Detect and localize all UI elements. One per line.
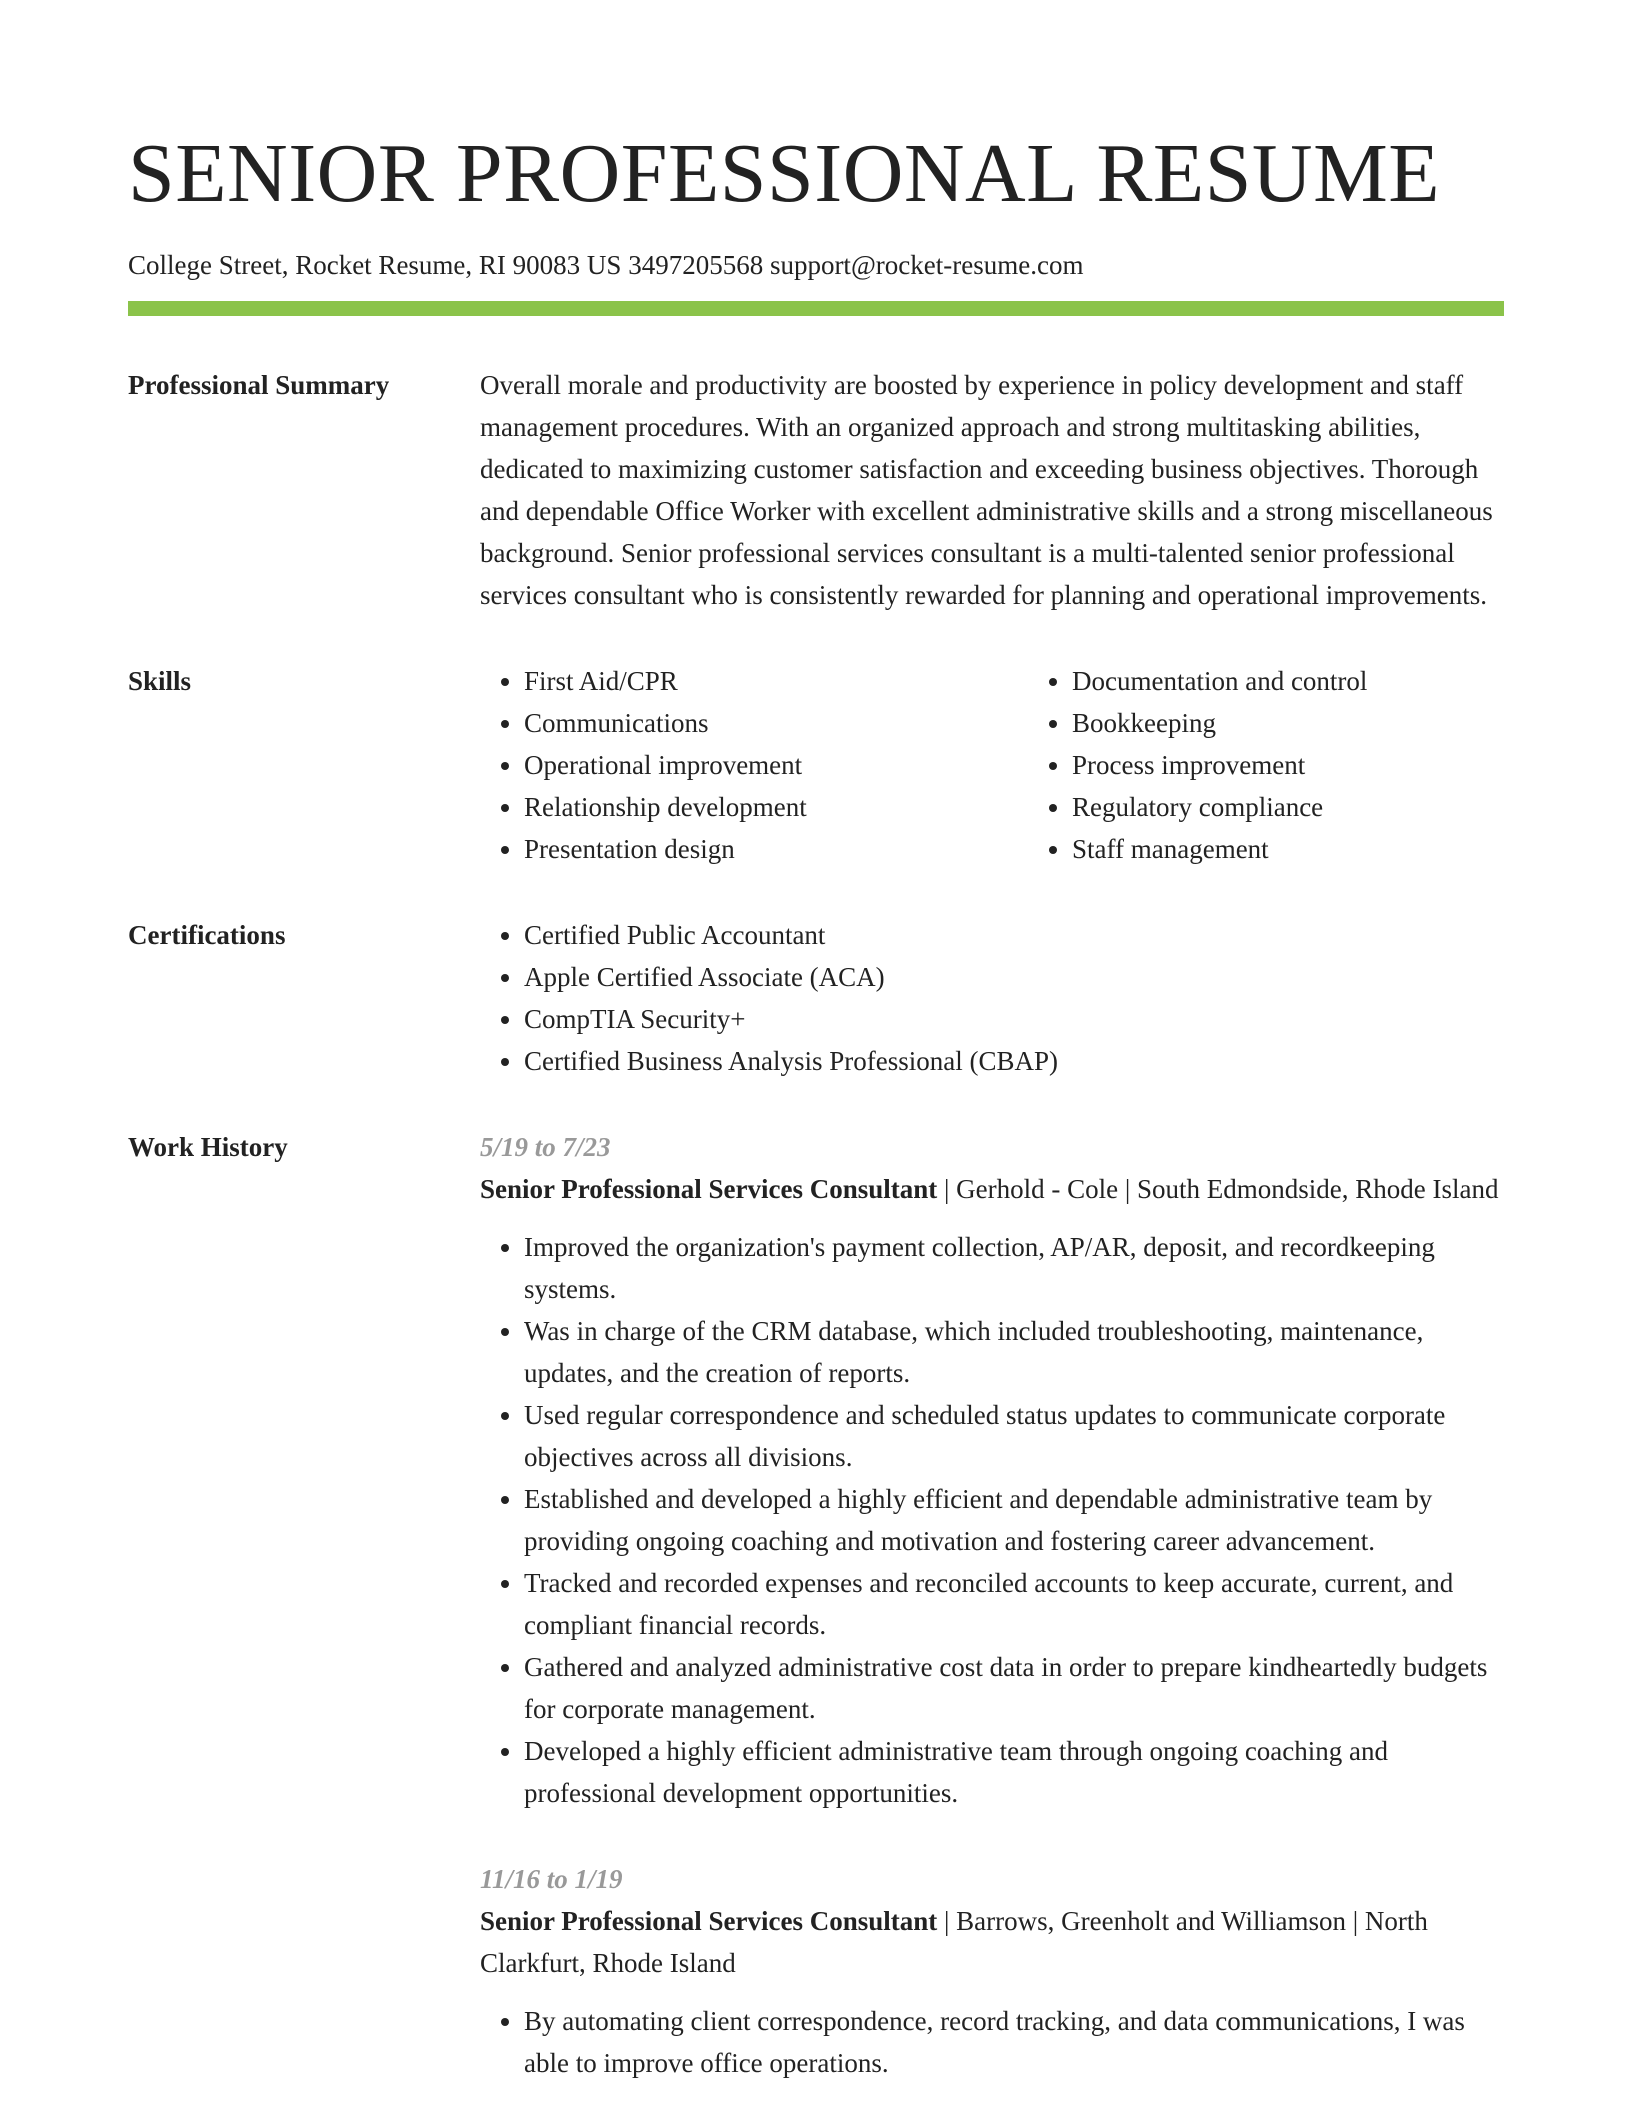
job-bullets: [480, 1226, 1504, 1814]
certifications-label: Certifications: [128, 920, 286, 951]
certification-item: • CompTIA Security+: [524, 998, 1504, 1040]
resume-title: SENIOR PROFESSIONAL RESUME: [128, 127, 1441, 220]
job-bullet: • Developed a highly efficient administrative team through ongoing coaching and professional development opportunities.: [524, 1730, 1504, 1814]
work-history-label: Work History: [128, 1132, 288, 1163]
certification-item: • Certified Public Accountant: [524, 914, 1504, 956]
job-dates: 11/16 to 1/19: [480, 1864, 623, 1895]
job-bullet: • Was in charge of the CRM database, which included troubleshooting, maintenance, updates, and the creation of reports.: [524, 1310, 1504, 1394]
work-history-body: [480, 1126, 1504, 2084]
skills-grid: [480, 660, 1504, 870]
skill-item: • Bookkeeping: [1072, 702, 1576, 744]
summary-text: Overall morale and productivity are boosted by experience in policy development and staff management procedures. With an organized approach and strong multitasking abilities, dedicated to maximizing customer satisfaction and exceeding business objectives. Thorough and dependable Office Worker with excellent administrative skills and a strong miscellaneous background. Senior professional services consultant is a multi-talented senior professional services consultant who is consistently rewarded for planning and operational improvements.: [480, 370, 1493, 611]
job-role: Senior Professional Services Consultant: [480, 1174, 938, 1205]
certifications-list: [480, 914, 1504, 1082]
job-dates: 5/19 to 7/23: [480, 1132, 611, 1163]
skills-section: [128, 660, 1504, 870]
certifications-body: [480, 914, 1504, 1082]
job-entry: [480, 1126, 1504, 1814]
job-bullets: [480, 2000, 1504, 2084]
job-details: | Gerhold - Cole | South Edmondside, Rhode Island: [937, 1174, 1499, 1205]
job-bullet: • Tracked and recorded expenses and reconciled accounts to keep accurate, current, and compliant financial records.: [524, 1562, 1504, 1646]
skill-item: • First Aid/CPR: [524, 660, 1028, 702]
job-title-line: [480, 1168, 1504, 1210]
skills-body: [480, 660, 1504, 870]
skills-list-left: [480, 660, 1028, 870]
contact-phone: 3497205568: [628, 250, 764, 280]
contact-email: support@rocket-resume.com: [769, 250, 1084, 280]
job-entry: [480, 1858, 1504, 2084]
certification-item: • Apple Certified Associate (ACA): [524, 956, 1504, 998]
contact-address: College Street, Rocket Resume, RI 90083 US: [128, 250, 622, 280]
skill-item: • Presentation design: [524, 828, 1028, 870]
skill-item: • Communications: [524, 702, 1028, 744]
job-bullet: • Used regular correspondence and scheduled status updates to communicate corporate objectives across all divisions.: [524, 1394, 1504, 1478]
certifications-section: [128, 914, 1504, 1082]
job-bullet: • Improved the organization's payment collection, AP/AR, deposit, and recordkeeping systems.: [524, 1226, 1504, 1310]
job-bullet: • By automating client correspondence, record tracking, and data communications, I was able to improve office operations.: [524, 2000, 1504, 2084]
skill-item: • Operational improvement: [524, 744, 1028, 786]
job-title-line: [480, 1900, 1504, 1984]
summary-body: [480, 364, 1504, 616]
contact-line: [128, 248, 1504, 283]
summary-section: [128, 364, 1504, 616]
job-details: | Barrows, Greenholt and Williamson | North Clarkfurt, Rhode Island: [480, 1906, 1428, 1979]
skill-item: • Process improvement: [1072, 744, 1576, 786]
certification-item: • Certified Business Analysis Professional (CBAP): [524, 1040, 1504, 1082]
job-role: Senior Professional Services Consultant: [480, 1906, 938, 1937]
skill-item: • Staff management: [1072, 828, 1576, 870]
skill-item: • Regulatory compliance: [1072, 786, 1576, 828]
summary-label: Professional Summary: [128, 370, 390, 401]
skills-list-right: [1028, 660, 1576, 870]
job-bullet: • Gathered and analyzed administrative cost data in order to prepare kindheartedly budgets for corporate management.: [524, 1646, 1504, 1730]
job-bullet: • Established and developed a highly efficient and dependable administrative team by providing ongoing coaching and motivation and fostering career advancement.: [524, 1478, 1504, 1562]
header-accent-rule: [128, 301, 1504, 316]
skill-item: • Relationship development: [524, 786, 1028, 828]
skills-label: Skills: [128, 666, 192, 697]
work-history-section: [128, 1126, 1504, 2084]
skill-item: • Documentation and control: [1072, 660, 1576, 702]
